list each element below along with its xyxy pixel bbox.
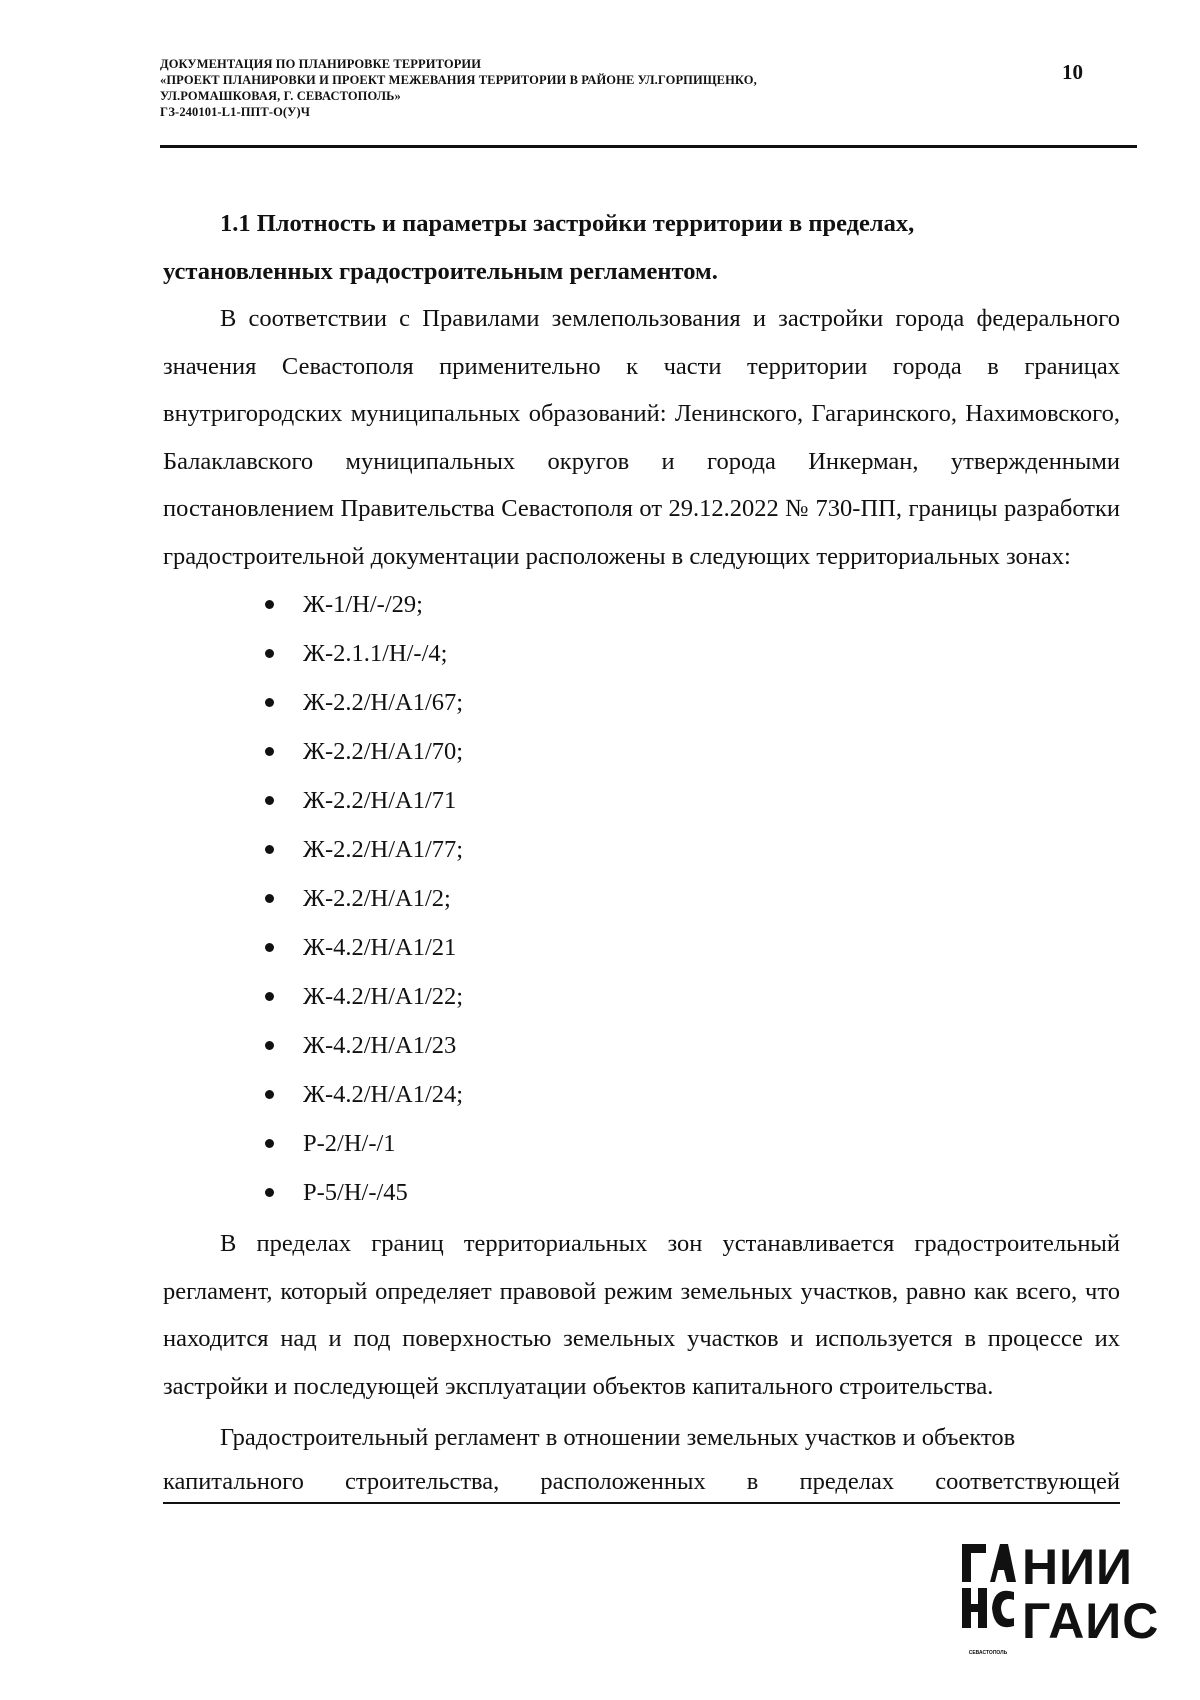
zone-code: Ж-2.2/Н/А1/67; [303, 689, 464, 716]
bullet-icon [265, 992, 274, 1001]
bullet-icon [265, 1188, 274, 1197]
bullet-icon [265, 1041, 274, 1050]
zone-list-item [265, 1119, 1120, 1168]
zone-code: Р-2/Н/-/1 [303, 1130, 396, 1157]
header-divider [160, 145, 1137, 148]
logo-text-nii: НИИ [1022, 1539, 1133, 1595]
page-number: 10 [1062, 60, 1083, 84]
zone-list-item [265, 874, 1120, 923]
zone-code: Ж-2.2/Н/А1/70; [303, 738, 464, 765]
section-title-line1: 1.1 Плотность и параметры застройки территории в пределах, [220, 210, 915, 237]
zone-code: Ж-4.2/Н/А1/22; [303, 983, 464, 1010]
zone-code: Ж-4.2/Н/А1/24; [303, 1081, 464, 1108]
zone-list-item [265, 923, 1120, 972]
section-title-line2: установленных градостроительным регламентом. [163, 257, 718, 285]
zone-list-item [265, 972, 1120, 1021]
document-body [163, 200, 1120, 1504]
header-line: «ПРОЕКТ ПЛАНИРОВКИ И ПРОЕКТ МЕЖЕВАНИЯ ТЕРРИТОРИИ В РАЙОНЕ УЛ.ГОРПИЩЕНКО, [160, 73, 757, 87]
zones-list [163, 580, 1120, 1217]
logo-text-gais: ГАИС [1022, 1593, 1160, 1649]
intro-paragraph: В соответствии с Правилами землепользования и застройки города федерального значения Севастополя применительно к части территории города в границах внутригородских муниципальных образований: Ленинского, Гагаринского, Нахимовского, Балаклавского муниципальных округов и города Инкерман, утвержденными постановлением Правительства Севастополя от 29.12.2022 № 730-ПП, границы разработки градостроительной документации расположены в следующих территориальных зонах: [163, 305, 1120, 570]
bullet-icon [265, 894, 274, 903]
bullet-icon [265, 747, 274, 756]
bullet-icon [265, 649, 274, 658]
zone-code: Ж-4.2/Н/А1/23 [303, 1032, 457, 1059]
zone-code: Ж-4.2/Н/А1/21 [303, 934, 457, 961]
zone-code: Р-5/Н/-/45 [303, 1179, 408, 1206]
zone-list-item [265, 776, 1120, 825]
zone-list-item [265, 629, 1120, 678]
section-title [163, 200, 1120, 295]
bullet-icon [265, 796, 274, 805]
zone-code: Ж-1/Н/-/29; [303, 591, 423, 618]
header-line: УЛ.РОМАШКОВАЯ, Г. СЕВАСТОПОЛЬ» [160, 89, 401, 103]
final-paragraph-line2: капитального строительства, расположенных в пределах соответствующей [163, 1462, 1120, 1504]
final-paragraph-line1: Градостроительный регламент в отношении земельных участков и объектов [220, 1424, 1016, 1451]
zone-list-item [265, 678, 1120, 727]
logo-city: СЕВАСТОПОЛЬ [968, 1650, 1008, 1656]
final-paragraph [163, 1414, 1120, 1504]
zone-code: Ж-2.2/Н/А1/71 [303, 787, 457, 814]
logo-mark-icon [960, 1540, 1016, 1658]
zone-list-item [265, 825, 1120, 874]
header-code: ГЗ-240101-L1-ППТ-О(У)Ч [160, 105, 310, 119]
zone-code: Ж-2.2/Н/А1/77; [303, 836, 464, 863]
bullet-icon [265, 600, 274, 609]
bullet-icon [265, 1139, 274, 1148]
regulation-paragraph: В пределах границ территориальных зон устанавливается градостроительный регламент, который определяет правовой режим земельных участков, равно как всего, что находится над и под поверхностью земельных участков и используется в процессе их застройки и последующей эксплуатации объектов капитального строительства. [163, 1230, 1120, 1400]
zone-list-item [265, 1168, 1120, 1217]
zone-list-item [265, 1070, 1120, 1119]
nii-gais-logo [960, 1539, 1160, 1660]
zone-code: Ж-2.2/Н/А1/2; [303, 885, 451, 912]
bullet-icon [265, 698, 274, 707]
zone-list-item [265, 1021, 1120, 1070]
bullet-icon [265, 943, 274, 952]
header-line: ДОКУМЕНТАЦИЯ ПО ПЛАНИРОВКЕ ТЕРРИТОРИИ [160, 57, 482, 71]
zone-list-item [265, 727, 1120, 776]
bullet-icon [265, 845, 274, 854]
bullet-icon [265, 1090, 274, 1099]
zone-code: Ж-2.1.1/Н/-/4; [303, 640, 448, 667]
document-header [160, 56, 1060, 120]
zone-list-item [265, 580, 1120, 629]
